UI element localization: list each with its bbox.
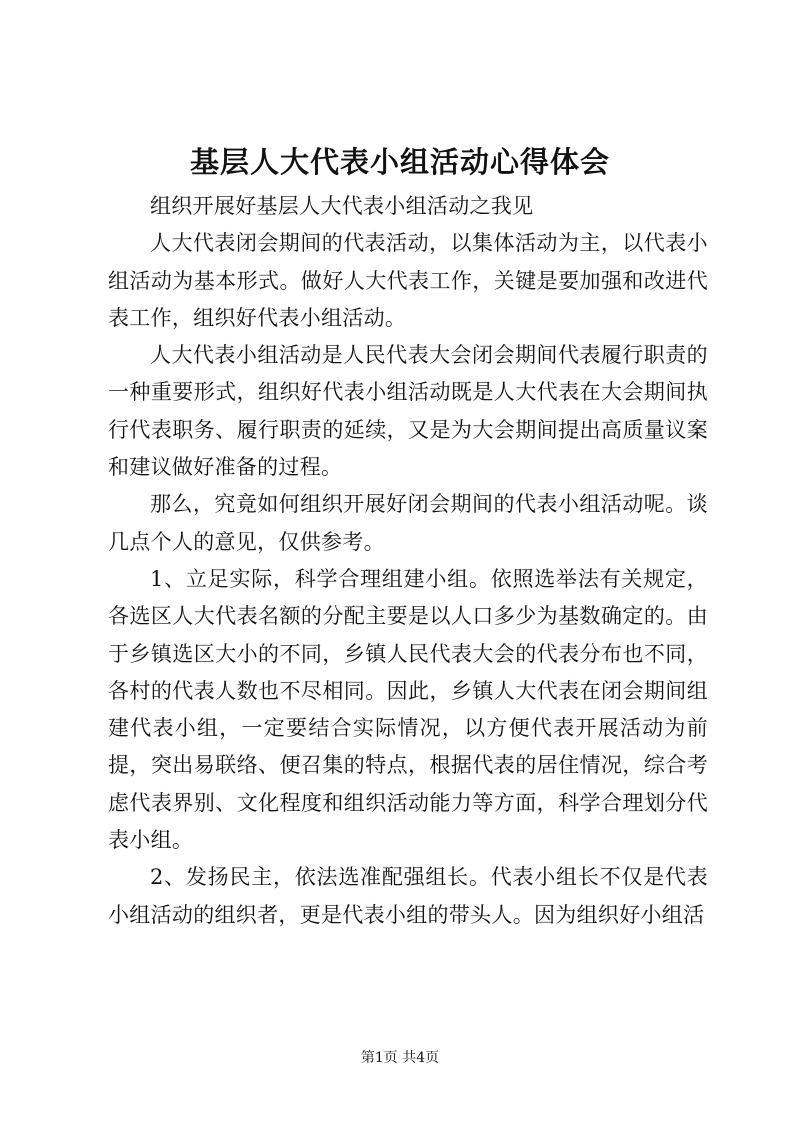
paragraph-3: 那么，究竟如何组织开展好闭会期间的代表小组活动呢。谈几点个人的意见，仅供参考。 xyxy=(108,492,708,554)
paragraph-5: 2、发扬民主，依法选准配强组长。代表小组长不仅是代表小组活动的组织者，更是代表小组的带头人。因为组织好小组活 xyxy=(108,865,708,927)
page-number-footer: 第1页 共4页 xyxy=(360,1050,440,1066)
document-body xyxy=(108,188,708,934)
document-title: 基层人大代表小组活动心得体会 xyxy=(189,145,610,179)
paragraph-4: 1、立足实际，科学合理组建小组。依照选举法有关规定，各选区人大代表名额的分配主要是以人口多少为基数确定的。由于乡镇选区大小的不同，乡镇人民代表大会的代表分布也不同，各村的代表人数也不尽相同。因此，乡镇人大代表在闭会期间组建代表小组，一定要结合实际情况，以方便代表开展活动为前提，突出易联络、便召集的特点，根据代表的居住情况，综合考虑代表界别、文化程度和组织活动能力等方面，科学合理划分代表小组。 xyxy=(108,566,708,853)
paragraph-1: 人大代表闭会期间的代表活动，以集体活动为主，以代表小组活动为基本形式。做好人大代表工作，关键是要加强和改进代表工作，组织好代表小组活动。 xyxy=(108,231,708,330)
paragraph-subtitle: 组织开展好基层人大代表小组活动之我见 xyxy=(150,194,534,218)
paragraph-2: 人大代表小组活动是人民代表大会闭会期间代表履行职责的一种重要形式，组织好代表小组活动既是人大代表在大会期间执行代表职务、履行职责的延续，又是为大会期间提出高质量议案和建议做好准备的过程。 xyxy=(108,343,708,480)
